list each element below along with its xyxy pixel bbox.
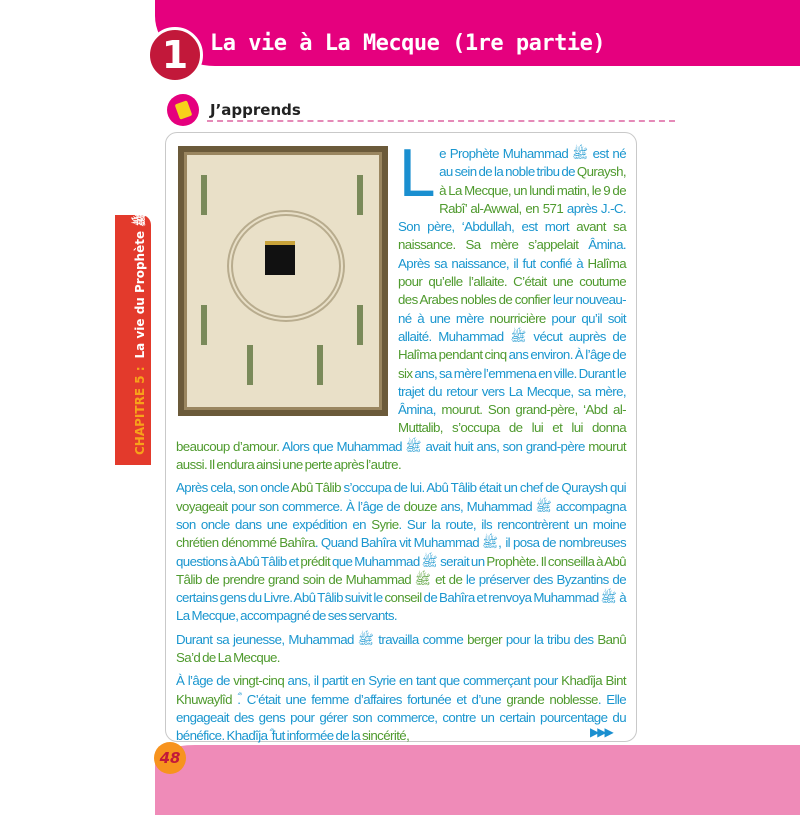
paragraph (176, 631, 626, 668)
text-segment: Syrie (371, 516, 399, 532)
text-segment: après J.-C. Son père, ‘Abdullah, est mort (398, 200, 626, 235)
text-segment: pour qu’il soit allaité. Muhammad ﷺ vécut auprès de (398, 310, 626, 344)
chapter-side-label (133, 212, 150, 455)
text-segment: Après cela, son oncle (176, 480, 291, 496)
text-segment: le préserver des Byzantins de certains gens du Livre. Abû Tâlib suivit le (176, 571, 626, 606)
paragraph (176, 138, 626, 474)
text-segment: Alors que Muhammad ﷺ avait huit ans, son grand-père (279, 438, 589, 454)
text-segment: grande noblesse (506, 691, 598, 707)
text-segment: ans, sa mère l’emmena en ville. Durant le trajet du retour vers La Mecque, sa mère, Âmina, (398, 365, 626, 418)
text-segment: avant sa naissance. Sa mère s’appelait (398, 219, 626, 253)
section-divider (207, 120, 675, 122)
text-segment: voyageait (176, 498, 228, 514)
text-segment: ans, il partit en Syrie en tant que commerçant pour (284, 673, 562, 689)
text-segment: Khadîja Bint Khuwaylîd (176, 673, 627, 707)
paragraph (176, 479, 626, 625)
text-segment: . Quand Bahîra vit Muhammad ﷺ, il posa de nombreuses questions à Abû Tâlib et (176, 535, 627, 569)
lesson-text (176, 138, 627, 746)
text-segment: mourut. Son grand-père, ‘Abd al-Muttalib, s’occupa de lui et lui donna beaucoup d’amour. (176, 402, 626, 454)
text-segment: pour son commerce. À l’âge de (227, 498, 404, 514)
text-segment: coutume des Arabes nobles de confier (398, 274, 626, 308)
text-segment: douze (403, 498, 437, 514)
text-segment: chrétien dénommé Bahîra (176, 535, 315, 551)
page-number: 48 (154, 742, 186, 774)
kaaba-image (265, 241, 295, 275)
page-title: La vie à La Mecque (1re partie) (210, 31, 606, 56)
text-segment: ans, Muhammad ﷺ accompagna son oncle dans une expédition en (176, 498, 626, 532)
text-segment: que Muhammad ﷺ serait un (330, 553, 487, 569)
footer-band (155, 745, 800, 815)
text-segment: nourricière (489, 310, 546, 326)
text-segment: de Bahîra et renvoya Muhammad ﷺ à La Mecque, accompagné de ses servants. (176, 590, 626, 624)
drop-cap: L (398, 138, 434, 212)
text-segment: Banû Sa’d de La Mecque. (176, 631, 626, 666)
text-segment: Halîma pour qu’elle l’allaite. C’était une (398, 255, 626, 290)
text-segment: Quraysh, à La Mecque, un lundi matin, le 9 de Rabî’ al-Awwal, en 571 (439, 164, 626, 216)
text-segment: s’occupa de lui. Abû Tâlib était un chef de Quraysh qui (340, 480, 626, 496)
text-segment: ans environ. À l’âge de (506, 347, 626, 363)
text-segment: Halîma pendant cinq (398, 347, 507, 363)
lesson-number-badge: 1 (147, 27, 203, 83)
text-segment: Prophète. Il conseilla à Abû Tâlib de prendre grand soin de Muhammad ﷺ et de (176, 553, 626, 587)
text-segment: vingt-cinq (233, 673, 285, 689)
text-segment: prédit (300, 553, 331, 569)
text-segment: conseil (384, 590, 422, 606)
text-segment: mourut aussi. Il endura ainsi une perte après l’autre. (176, 438, 626, 473)
text-segment: pour la tribu des (501, 631, 598, 647)
paragraph (176, 672, 626, 745)
text-segment: e Prophète Muhammad ﷺ est né au sein de la noble tribu de (439, 146, 626, 180)
text-segment: Abû Tâlib (290, 480, 341, 496)
text-segment: . Elle engageait des gens pour gérer son commerce, contre un certain pourcentage du bénéfice. Khadîja ؓ fut informée de la (176, 691, 626, 744)
text-segment: À l’âge de (176, 673, 234, 689)
chapter-number-label: CHAPITRE 5 : (133, 366, 147, 455)
text-segment: Durant sa jeunesse, Muhammad ﷺ travailla comme (176, 631, 468, 647)
mecca-illustration (178, 146, 388, 416)
text-segment: ؓ. C’était une femme d’affaires fortunée et d’une (231, 691, 507, 707)
text-segment: berger (467, 631, 502, 647)
text-segment: sincérité, (361, 728, 410, 744)
text-segment: six (398, 365, 413, 381)
notepad-icon (167, 94, 199, 126)
next-page-arrows-icon: ▶▶▶ (590, 725, 612, 739)
section-title: J’apprends (210, 101, 301, 119)
text-segment: Âmina. Après sa naissance, il fut confié à (398, 237, 626, 271)
chapter-title-label: La vie du Prophète ﷺ (133, 212, 147, 359)
text-segment: . Sur la route, ils rencontrèrent un moine (398, 516, 626, 532)
text-segment: leur nouveau-né à une mère (398, 292, 626, 326)
